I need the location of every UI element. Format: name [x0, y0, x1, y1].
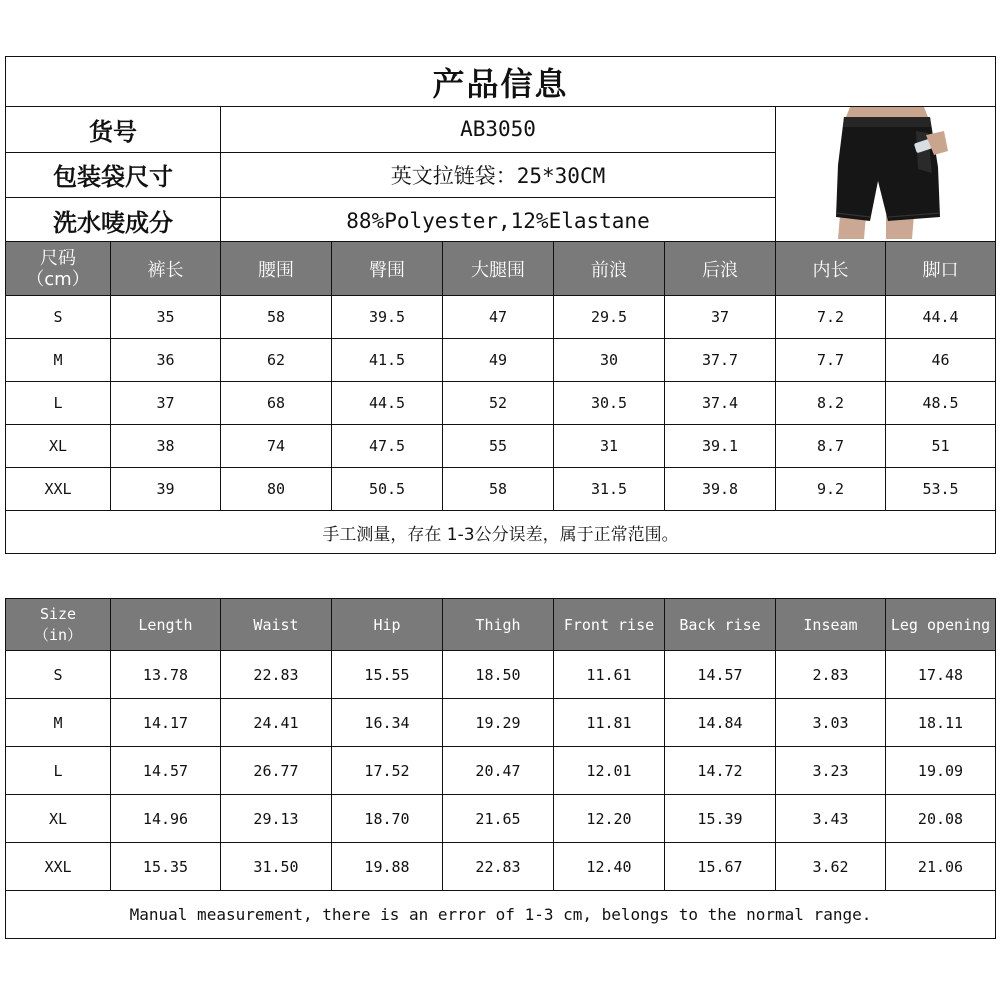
in-header-cell: Thigh	[443, 599, 554, 651]
product-photo	[776, 107, 996, 244]
cm-table-row	[6, 339, 996, 382]
in-value-cell: 22.83	[443, 843, 554, 891]
in-value-cell: 16.34	[332, 699, 443, 747]
cm-size-cell: XL	[6, 425, 111, 468]
in-value-cell: 18.50	[443, 651, 554, 699]
cm-value-cell: 30	[554, 339, 665, 382]
in-size-header-line1: Size	[39, 604, 77, 623]
cm-value-cell: 7.2	[776, 296, 886, 339]
in-header-cell: Inseam	[776, 599, 886, 651]
cm-value-cell: 68	[221, 382, 332, 425]
in-header-cell: Leg opening	[886, 599, 996, 651]
cm-header-cell: 大腿围	[443, 242, 554, 296]
in-value-cell: 15.39	[665, 795, 776, 843]
in-value-cell: 3.43	[776, 795, 886, 843]
in-value-cell: 15.67	[665, 843, 776, 891]
in-size-header-line2: （in）	[33, 625, 83, 644]
bag-size-label: 包装袋尺寸	[6, 152, 221, 198]
cm-value-cell: 48.5	[886, 382, 996, 425]
product-info-table	[5, 56, 996, 244]
in-header-row	[6, 599, 996, 651]
cm-value-cell: 41.5	[332, 339, 443, 382]
in-header-cell: Hip	[332, 599, 443, 651]
in-value-cell: 21.65	[443, 795, 554, 843]
article-no-label: 货号	[6, 107, 221, 153]
cm-value-cell: 8.2	[776, 382, 886, 425]
cm-value-cell: 49	[443, 339, 554, 382]
cm-value-cell: 39	[111, 468, 221, 511]
cm-table-row	[6, 296, 996, 339]
in-header-cell: Length	[111, 599, 221, 651]
in-value-cell: 14.57	[665, 651, 776, 699]
in-value-cell: 3.62	[776, 843, 886, 891]
in-value-cell: 12.01	[554, 747, 665, 795]
cm-value-cell: 47.5	[332, 425, 443, 468]
cm-value-cell: 52	[443, 382, 554, 425]
in-size-cell: XL	[6, 795, 111, 843]
cm-size-cell: L	[6, 382, 111, 425]
cm-value-cell: 39.5	[332, 296, 443, 339]
cm-value-cell: 37.7	[665, 339, 776, 382]
in-value-cell: 19.29	[443, 699, 554, 747]
cm-value-cell: 53.5	[886, 468, 996, 511]
in-value-cell: 12.40	[554, 843, 665, 891]
bag-size-value: 英文拉链袋：25*30CM	[221, 152, 776, 198]
cm-header-cell: 内长	[776, 242, 886, 296]
cm-value-cell: 44.5	[332, 382, 443, 425]
in-value-cell: 20.47	[443, 747, 554, 795]
in-note: Manual measurement, there is an error of 1-3 cm, belongs to the normal range.	[6, 891, 996, 939]
cm-value-cell: 8.7	[776, 425, 886, 468]
black-shorts-photo-icon	[778, 107, 994, 239]
in-table-row	[6, 651, 996, 699]
in-value-cell: 11.61	[554, 651, 665, 699]
cm-size-cell: M	[6, 339, 111, 382]
in-size-cell: L	[6, 747, 111, 795]
cm-value-cell: 37	[111, 382, 221, 425]
in-value-cell: 15.55	[332, 651, 443, 699]
in-value-cell: 18.70	[332, 795, 443, 843]
in-value-cell: 14.84	[665, 699, 776, 747]
article-no-value: AB3050	[221, 107, 776, 153]
cm-table-row	[6, 425, 996, 468]
in-value-cell: 12.20	[554, 795, 665, 843]
size-chart-inch	[5, 598, 996, 939]
cm-value-cell: 80	[221, 468, 332, 511]
in-value-cell: 20.08	[886, 795, 996, 843]
in-size-header	[6, 599, 111, 651]
cm-value-cell: 30.5	[554, 382, 665, 425]
cm-header-cell: 前浪	[554, 242, 665, 296]
cm-value-cell: 29.5	[554, 296, 665, 339]
cm-size-header-line2: （cm）	[26, 268, 90, 290]
cm-value-cell: 47	[443, 296, 554, 339]
cm-value-cell: 74	[221, 425, 332, 468]
in-value-cell: 14.72	[665, 747, 776, 795]
in-value-cell: 17.48	[886, 651, 996, 699]
in-value-cell: 11.81	[554, 699, 665, 747]
in-value-cell: 29.13	[221, 795, 332, 843]
in-value-cell: 15.35	[111, 843, 221, 891]
in-value-cell: 17.52	[332, 747, 443, 795]
cm-size-header	[6, 242, 111, 296]
cm-value-cell: 35	[111, 296, 221, 339]
in-value-cell: 19.88	[332, 843, 443, 891]
in-value-cell: 18.11	[886, 699, 996, 747]
in-table-row	[6, 843, 996, 891]
in-size-cell: S	[6, 651, 111, 699]
cm-value-cell: 9.2	[776, 468, 886, 511]
cm-size-cell: S	[6, 296, 111, 339]
cm-header-cell: 裤长	[111, 242, 221, 296]
in-value-cell: 13.78	[111, 651, 221, 699]
cm-value-cell: 31	[554, 425, 665, 468]
cm-value-cell: 51	[886, 425, 996, 468]
cm-value-cell: 62	[221, 339, 332, 382]
in-value-cell: 24.41	[221, 699, 332, 747]
cm-table-row	[6, 468, 996, 511]
cm-value-cell: 44.4	[886, 296, 996, 339]
in-header-cell: Front rise	[554, 599, 665, 651]
cm-value-cell: 36	[111, 339, 221, 382]
in-value-cell: 21.06	[886, 843, 996, 891]
in-value-cell: 26.77	[221, 747, 332, 795]
cm-value-cell: 38	[111, 425, 221, 468]
cm-header-cell: 臀围	[332, 242, 443, 296]
cm-value-cell: 39.8	[665, 468, 776, 511]
cm-table-row	[6, 382, 996, 425]
in-table-row	[6, 795, 996, 843]
in-value-cell: 31.50	[221, 843, 332, 891]
cm-size-header-line1: 尺码	[40, 247, 76, 269]
in-value-cell: 14.96	[111, 795, 221, 843]
in-size-cell: XXL	[6, 843, 111, 891]
composition-value: 88%Polyester,12%Elastane	[221, 198, 776, 244]
product-info-title: 产品信息	[6, 57, 996, 107]
in-header-cell: Back rise	[665, 599, 776, 651]
in-value-cell: 3.03	[776, 699, 886, 747]
in-table-row	[6, 747, 996, 795]
cm-value-cell: 39.1	[665, 425, 776, 468]
cm-note: 手工测量，存在 1-3公分误差，属于正常范围。	[6, 511, 996, 554]
cm-value-cell: 50.5	[332, 468, 443, 511]
cm-value-cell: 58	[221, 296, 332, 339]
cm-header-row	[6, 242, 996, 296]
cm-value-cell: 46	[886, 339, 996, 382]
in-value-cell: 14.17	[111, 699, 221, 747]
cm-value-cell: 58	[443, 468, 554, 511]
in-size-cell: M	[6, 699, 111, 747]
cm-value-cell: 37.4	[665, 382, 776, 425]
cm-header-cell: 后浪	[665, 242, 776, 296]
in-table-row	[6, 699, 996, 747]
cm-size-cell: XXL	[6, 468, 111, 511]
cm-value-cell: 37	[665, 296, 776, 339]
cm-header-cell: 腰围	[221, 242, 332, 296]
in-header-cell: Waist	[221, 599, 332, 651]
cm-header-cell: 脚口	[886, 242, 996, 296]
size-chart-cm	[5, 241, 996, 554]
cm-value-cell: 31.5	[554, 468, 665, 511]
in-value-cell: 22.83	[221, 651, 332, 699]
in-value-cell: 14.57	[111, 747, 221, 795]
in-value-cell: 3.23	[776, 747, 886, 795]
cm-value-cell: 55	[443, 425, 554, 468]
in-value-cell: 19.09	[886, 747, 996, 795]
composition-label: 洗水唛成分	[6, 198, 221, 244]
cm-value-cell: 7.7	[776, 339, 886, 382]
in-value-cell: 2.83	[776, 651, 886, 699]
